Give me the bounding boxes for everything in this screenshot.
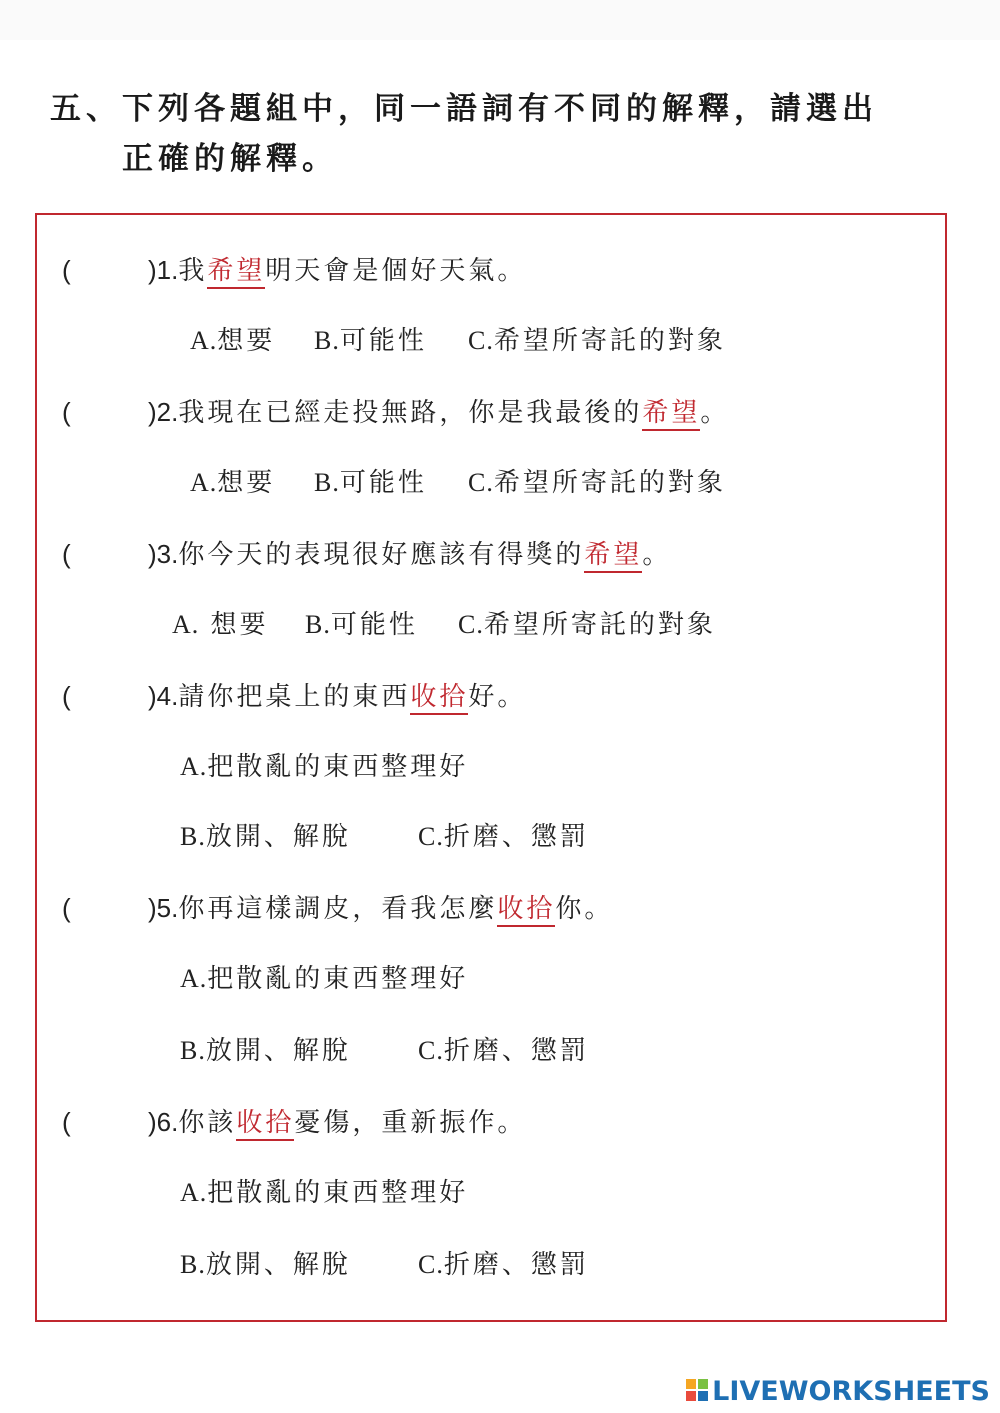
answer-paren-close: ) bbox=[148, 539, 157, 569]
liveworksheets-brand[interactable] bbox=[686, 1372, 990, 1412]
option-6b[interactable]: B.放開、解脫 bbox=[180, 1250, 351, 1280]
question-number: 3. bbox=[156, 539, 179, 569]
question-number: 4. bbox=[156, 681, 179, 711]
option-2c[interactable]: C.希望所寄託的對象 bbox=[468, 468, 726, 498]
question-text-pre: 你該 bbox=[178, 1108, 237, 1138]
option-2b[interactable]: B.可能性 bbox=[314, 468, 427, 498]
question-text-pre: 我現在已經走投無路，你是我最後的 bbox=[178, 398, 643, 428]
keyword: 收拾 bbox=[497, 894, 555, 927]
heading-line-1: 五、下列各題組中，同一語詞有不同的解釋，請選出 bbox=[50, 91, 878, 127]
answer-paren-open: ( bbox=[62, 681, 71, 711]
question-text-post: 好。 bbox=[468, 682, 527, 712]
question-box bbox=[35, 213, 947, 1322]
answer-paren-close: ) bbox=[148, 681, 157, 711]
answer-paren-open: ( bbox=[62, 255, 71, 285]
answer-paren-close: ) bbox=[148, 1107, 157, 1137]
keyword: 收拾 bbox=[236, 1108, 294, 1141]
brand-text: LIVEWORKSHEETS bbox=[712, 1376, 990, 1407]
keyword: 收拾 bbox=[410, 682, 468, 715]
question-text-pre: 你再這樣調皮，看我怎麼 bbox=[178, 894, 498, 924]
question-text-post: 憂傷，重新振作。 bbox=[294, 1108, 527, 1138]
answer-paren-open: ( bbox=[62, 397, 71, 427]
answer-paren-open: ( bbox=[62, 893, 71, 923]
option-3a[interactable]: A. 想要 bbox=[172, 610, 269, 640]
option-1b[interactable]: B.可能性 bbox=[314, 326, 427, 356]
heading-line-2: 正確的解釋。 bbox=[122, 141, 338, 177]
option-4b[interactable]: B.放開、解脫 bbox=[180, 822, 351, 852]
question-number: 1. bbox=[156, 255, 179, 285]
question-number: 2. bbox=[156, 397, 179, 427]
question-text-post: 你。 bbox=[555, 894, 614, 924]
option-1a[interactable]: A.想要 bbox=[190, 326, 276, 356]
question-text-post: 明天會是個好天氣。 bbox=[265, 256, 527, 286]
answer-paren-open: ( bbox=[62, 1107, 71, 1137]
question-text-pre: 你今天的表現很好應該有得獎的 bbox=[178, 540, 585, 570]
question-number: 5. bbox=[156, 893, 179, 923]
answer-paren-close: ) bbox=[148, 255, 157, 285]
option-3c[interactable]: C.希望所寄託的對象 bbox=[458, 610, 716, 640]
option-2a[interactable]: A.想要 bbox=[190, 468, 276, 498]
question-text-pre: 請你把桌上的東西 bbox=[178, 682, 411, 712]
question-number: 6. bbox=[156, 1107, 179, 1137]
option-5a[interactable]: A.把散亂的東西整理好 bbox=[180, 964, 469, 994]
answer-paren-close: ) bbox=[148, 893, 157, 923]
option-1c[interactable]: C.希望所寄託的對象 bbox=[468, 326, 726, 356]
answer-paren-open: ( bbox=[62, 539, 71, 569]
question-text-post: 。 bbox=[642, 540, 672, 570]
option-5c[interactable]: C.折磨、懲罰 bbox=[418, 1036, 589, 1066]
question-text-pre: 我 bbox=[178, 256, 208, 286]
question-text-post: 。 bbox=[700, 398, 730, 428]
option-6a[interactable]: A.把散亂的東西整理好 bbox=[180, 1178, 469, 1208]
option-3b[interactable]: B.可能性 bbox=[305, 610, 418, 640]
option-5b[interactable]: B.放開、解脫 bbox=[180, 1036, 351, 1066]
answer-paren-close: ) bbox=[148, 397, 157, 427]
keyword: 希望 bbox=[584, 540, 642, 573]
option-6c[interactable]: C.折磨、懲罰 bbox=[418, 1250, 589, 1280]
option-4c[interactable]: C.折磨、懲罰 bbox=[418, 822, 589, 852]
option-4a[interactable]: A.把散亂的東西整理好 bbox=[180, 752, 469, 782]
keyword: 希望 bbox=[207, 256, 265, 289]
liveworksheets-logo-icon bbox=[686, 1379, 708, 1401]
section-heading bbox=[50, 84, 878, 184]
keyword: 希望 bbox=[642, 398, 700, 431]
top-band bbox=[0, 0, 1000, 40]
